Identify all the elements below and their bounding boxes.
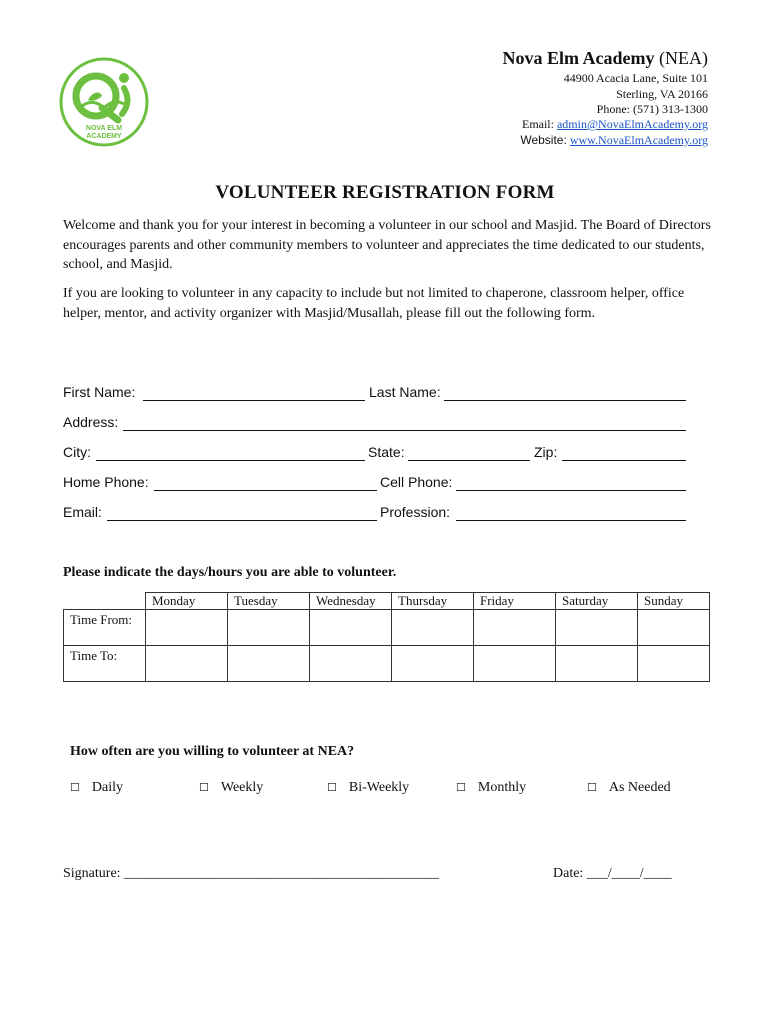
day-header: Thursday — [392, 593, 474, 610]
checkbox-icon[interactable]: ☐ — [70, 781, 80, 794]
time-cell[interactable] — [146, 646, 228, 682]
phone-row — [0, 474, 770, 496]
name-row — [0, 384, 770, 406]
time-cell[interactable] — [638, 646, 710, 682]
email-label: Email: — [63, 504, 102, 520]
time-from-row — [64, 610, 710, 646]
first-name-field[interactable] — [143, 400, 365, 401]
last-name-field[interactable] — [444, 400, 686, 401]
time-cell[interactable] — [228, 646, 310, 682]
option-weekly[interactable]: ☐ Weekly — [199, 780, 264, 795]
row-label: Time To: — [64, 646, 146, 682]
checkbox-icon[interactable]: ☐ — [456, 781, 466, 794]
state-label: State: — [368, 444, 405, 460]
option-bi-weekly[interactable]: ☐ Bi-Weekly — [327, 780, 410, 795]
time-cell[interactable] — [556, 610, 638, 646]
time-cell[interactable] — [228, 610, 310, 646]
last-name-label: Last Name: — [369, 384, 441, 400]
frequency-prompt: How often are you willing to volunteer at NEA? — [70, 744, 355, 759]
time-cell[interactable] — [310, 610, 392, 646]
checkbox-icon[interactable]: ☐ — [587, 781, 597, 794]
schedule-prompt: Please indicate the days/hours you are able to volunteer. — [63, 565, 397, 580]
time-to-row — [64, 646, 710, 682]
schedule-table — [63, 592, 710, 682]
option-monthly[interactable]: ☐ Monthly — [456, 780, 527, 795]
schedule-corner-cell — [64, 593, 146, 610]
city-label: City: — [63, 444, 91, 460]
first-name-label: First Name: — [63, 384, 136, 400]
address-row — [0, 414, 770, 436]
intro-paragraph-1: Welcome and thank you for your interest in becoming a volunteer in our school and Masjid. The Board of Directors encourages parents and other community members to volunteer and appreciates the time dedicated to our students, school, and Masjid. — [63, 218, 711, 272]
time-cell[interactable] — [474, 610, 556, 646]
checkbox-icon[interactable]: ☐ — [327, 781, 337, 794]
website-line: Website: www.NovaElmAcademy.org — [520, 133, 708, 147]
state-field[interactable] — [408, 460, 530, 461]
schedule-header-row — [64, 593, 710, 610]
home-phone-field[interactable] — [154, 490, 377, 491]
email-line: Email: admin@NovaElmAcademy.org — [521, 117, 708, 131]
school-logo — [58, 56, 150, 148]
email-profession-row — [0, 504, 770, 526]
option-as-needed[interactable]: ☐ As Needed — [587, 780, 671, 795]
website-link[interactable]: www.NovaElmAcademy.org — [569, 133, 708, 147]
profession-field[interactable] — [456, 520, 686, 521]
time-cell[interactable] — [392, 646, 474, 682]
day-header: Monday — [146, 593, 228, 610]
cell-phone-field[interactable] — [456, 490, 686, 491]
day-header: Sunday — [638, 593, 710, 610]
organization-name: Nova Elm Academy (NEA) — [502, 48, 708, 68]
time-cell[interactable] — [474, 646, 556, 682]
day-header: Saturday — [556, 593, 638, 610]
row-label: Time From: — [64, 610, 146, 646]
time-cell[interactable] — [638, 610, 710, 646]
address-label: Address: — [63, 414, 119, 430]
city-row — [0, 444, 770, 466]
zip-field[interactable] — [562, 460, 686, 461]
home-phone-label: Home Phone: — [63, 474, 149, 490]
day-header: Friday — [474, 593, 556, 610]
day-header: Wednesday — [310, 593, 392, 610]
time-cell[interactable] — [146, 610, 228, 646]
city-field[interactable] — [96, 460, 365, 461]
time-cell[interactable] — [310, 646, 392, 682]
logo-text-line2: ACADEMY — [86, 133, 122, 140]
phone-line: Phone: (571) 313-1300 — [596, 102, 708, 116]
profession-label: Profession: — [380, 504, 451, 520]
address-field[interactable] — [123, 430, 686, 431]
date-field[interactable]: Date: ___/____/____ — [553, 866, 672, 881]
cell-phone-label: Cell Phone: — [380, 474, 453, 490]
option-daily[interactable]: ☐ Daily — [70, 780, 123, 795]
day-header: Tuesday — [228, 593, 310, 610]
checkbox-icon[interactable]: ☐ — [199, 781, 209, 794]
zip-label: Zip: — [534, 444, 558, 460]
logo-text-line1: NOVA ELM — [85, 125, 123, 132]
time-cell[interactable] — [392, 610, 474, 646]
form-title: VOLUNTEER REGISTRATION FORM — [215, 182, 555, 203]
signature-field[interactable]: Signature: _____________________________________________ — [63, 866, 440, 881]
time-cell[interactable] — [556, 646, 638, 682]
email-link[interactable]: admin@NovaElmAcademy.org — [556, 117, 708, 131]
address-line1: 44900 Acacia Lane, Suite 101 — [563, 71, 708, 85]
address-line2: Sterling, VA 20166 — [616, 87, 708, 101]
intro-paragraph-2: If you are looking to volunteer in any capacity to include but not limited to chaperone, classroom helper, office helper, mentor, and activity organizer with Masjid/Musallah, please fill out the following form. — [63, 286, 685, 321]
email-field[interactable] — [107, 520, 377, 521]
